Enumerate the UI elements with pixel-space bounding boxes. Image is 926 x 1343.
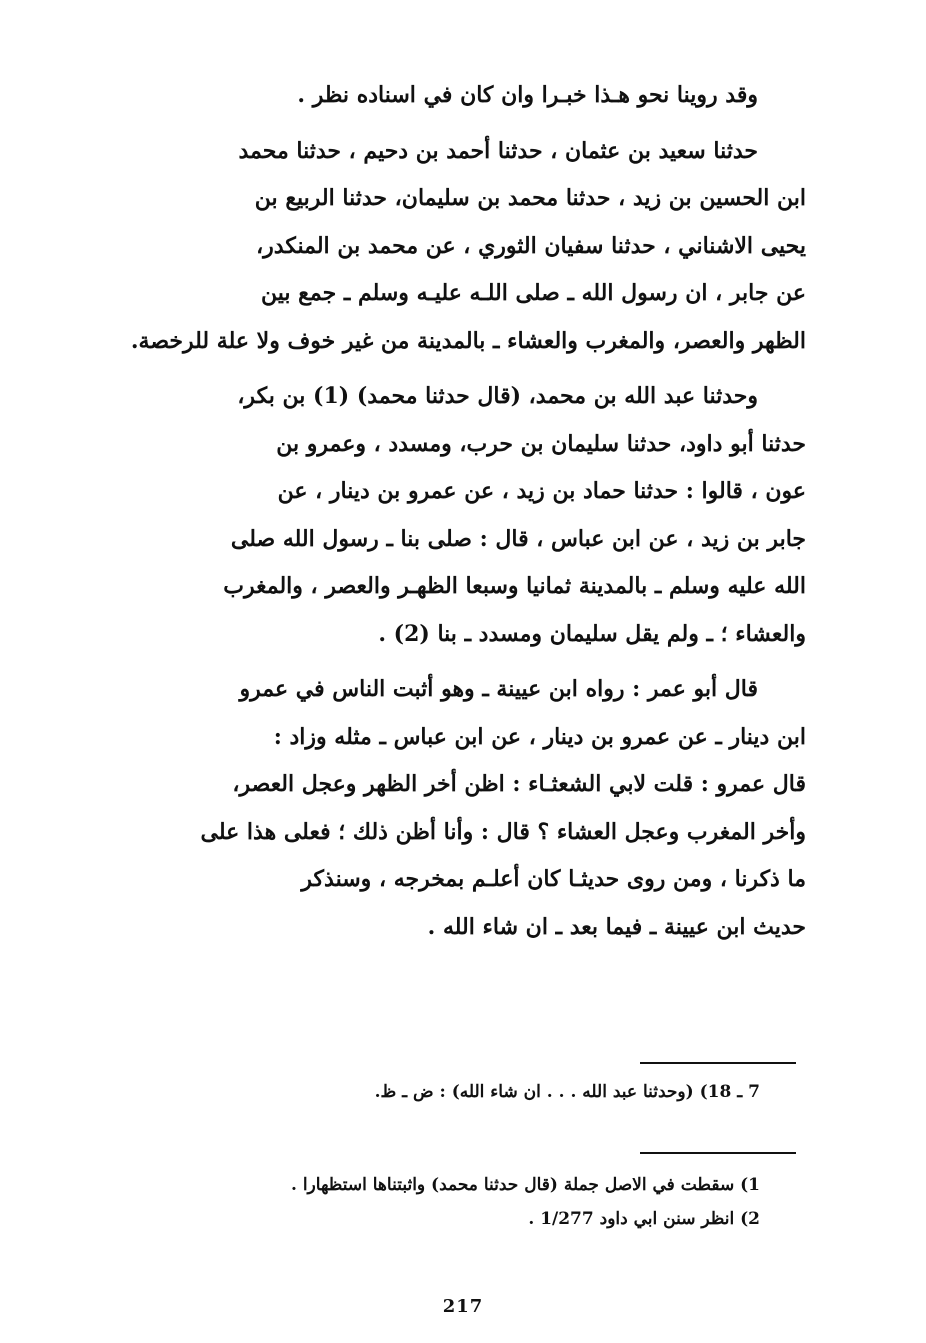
- text-line: والعشاء ؛ ـ ولم يقل سليمان ومسدد ـ بنا (2) .: [378, 620, 806, 647]
- paragraph-1: [162, 72, 806, 120]
- text-line: ما ذكرنا ، ومن روى حديثـا كان أعلـم بمخرجه ، وسنذكر: [301, 866, 806, 892]
- footnote-item: 1) سقطت في الاصل جملة (قال حدثنا محمد) واثبتناها استظهارا .: [291, 1175, 760, 1195]
- text-line: ابن الحسين بن زيد ، حدثنا محمد بن سليمان، حدثنا الربيع بن: [254, 185, 806, 211]
- text-line: حديث ابن عيينة ـ فيما بعد ـ ان شاء الله .: [427, 913, 806, 940]
- text-line: جابر بن زيد ، عن ابن عباس ، قال : صلى بنا ـ رسول الله صلى: [230, 525, 806, 552]
- text-line: يحيى الاشناني ، حدثنا سفيان الثوري ، عن محمد بن المنكدر،: [256, 232, 806, 259]
- text-line: وقد روينا نحو هـذا خبـرا وان كان في اسناده نظر .: [297, 82, 758, 108]
- text-line: الظهر والعصر، والمغرب والعشاء ـ بالمدينة من غير خوف ولا علة للرخصة.: [130, 327, 806, 354]
- paragraph-4: [162, 666, 806, 951]
- text-line: الله عليه وسلم ـ بالمدينة ثمانيا وسبعا الظهـر والعصر ، والمغرب: [223, 573, 806, 599]
- page-number: 217: [442, 1296, 484, 1317]
- footnotes-list: [190, 1168, 760, 1236]
- text-line: حدثنا سعيد بن عثمان ، حدثنا أحمد بن دحيم ، حدثنا محمد: [238, 137, 758, 164]
- text-line: ابن دينار ـ عن عمرو بن دينار ، عن ابن عباس ـ مثله وزاد :: [273, 723, 806, 750]
- footnote-divider: [640, 1062, 796, 1064]
- text-line: قال أبو عمر : رواه ابن عيينة ـ وهو أثبت الناس في عمرو: [239, 676, 758, 702]
- footnote-collation-note: 7 ـ 18) (وحدثنا عبد الله . . . ان شاء الله) : ض ـ ظ.: [374, 1082, 760, 1102]
- main-text: [130, 72, 806, 959]
- text-line: قال عمرو : قلت لابي الشعثـاء : اظن أخر الظهر وعجل العصر،: [232, 771, 806, 797]
- text-line: وأخر المغرب وعجل العشاء ؟ قال : وأنا أظن ذلك ؛ فعلى هذا على: [200, 818, 806, 845]
- footnote-divider: [640, 1152, 796, 1154]
- text-line: عون ، قالوا : حدثنا حماد بن زيد ، عن عمرو بن دينار ، عن: [277, 478, 806, 504]
- text-line: عن جابر ، ان رسول الله ـ صلى اللـه عليـه وسلم ـ جمع بين: [260, 280, 806, 306]
- text-line: حدثنا أبو داود، حدثنا سليمان بن حرب، ومسدد ، وعمرو بن: [276, 430, 806, 457]
- paragraph-3: [162, 373, 806, 658]
- text-line: وحدثنا عبد الله بن محمد، (قال حدثنا محمد) (1) بن بكر،: [237, 383, 758, 409]
- paragraph-2: [130, 128, 806, 366]
- footnote-item: 2) انظر سنن ابي داود 1/277 .: [528, 1209, 760, 1229]
